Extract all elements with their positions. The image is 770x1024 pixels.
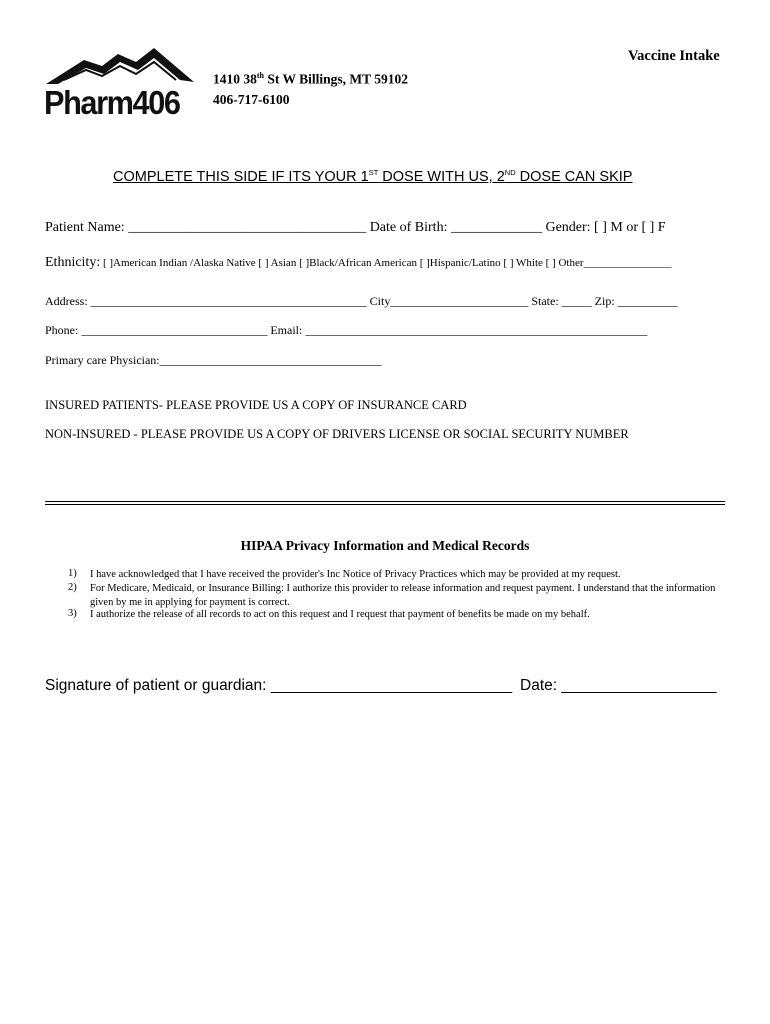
- dose-instruction-banner: COMPLETE THIS SIDE IF ITS YOUR 1ST DOSE WITH US, 2ND DOSE CAN SKIP: [113, 168, 633, 185]
- hipaa-item-text: For Medicare, Medicaid, or Insurance Billing: I authorize this provider to release information and request payment. I understand that the information given by me in applying for payment is correct.: [90, 583, 716, 608]
- pharmacy-phone: 406-717-6100: [213, 91, 290, 107]
- pharm406-logo: [44, 46, 196, 124]
- section-divider: [45, 501, 725, 505]
- hipaa-item-text: I authorize the release of all records to act on this request and I request that payment of benefits be made on my behalf.: [90, 609, 590, 620]
- mountain-icon: [44, 46, 196, 88]
- ethnicity-row[interactable]: [45, 255, 672, 271]
- pharmacy-address: [213, 66, 408, 110]
- address-row[interactable]: Address: ______________________________________________ City_______________________ State: _____ Zip: __________: [45, 294, 678, 308]
- logo-wordmark: Pharm406: [44, 84, 180, 121]
- patient-name-dob-gender-row[interactable]: Patient Name: __________________________________ Date of Birth: _____________ Gender: [ ] M or [ ] F: [45, 220, 666, 235]
- insured-notice: INSURED PATIENTS- PLEASE PROVIDE US A COPY OF INSURANCE CARD: [45, 398, 467, 412]
- hipaa-item-number: 1): [68, 568, 77, 579]
- hipaa-item-number: 3): [68, 608, 77, 619]
- hipaa-item-text: I have acknowledged that I have received the provider's Inc Notice of Privacy Practices which may be provided at my request.: [90, 569, 621, 580]
- hipaa-item-number: 2): [68, 582, 77, 593]
- phone-email-row[interactable]: Phone: _______________________________ Email: _________________________________________________________: [45, 323, 648, 337]
- non-insured-notice: NON-INSURED - PLEASE PROVIDE US A COPY OF DRIVERS LICENSE OR SOCIAL SECURITY NUMBER: [45, 427, 629, 441]
- ethnicity-label: Ethnicity:: [45, 255, 101, 270]
- ethnicity-options[interactable]: [ ]American Indian /Alaska Native [ ] Asian [ ]Black/African American [ ]Hispanic/Latino [ ] White [ ] Other________________: [100, 257, 672, 269]
- hipaa-heading: HIPAA Privacy Information and Medical Records: [240, 538, 530, 553]
- street-address: 1410 38th St W Billings, MT 59102: [213, 71, 409, 87]
- signature-field[interactable]: Signature of patient or guardian: ____________________________: [45, 677, 513, 694]
- physician-row[interactable]: Primary care Physician:_____________________________________: [45, 353, 382, 367]
- form-title: Vaccine Intake: [628, 48, 720, 64]
- date-field[interactable]: Date: __________________: [520, 677, 717, 694]
